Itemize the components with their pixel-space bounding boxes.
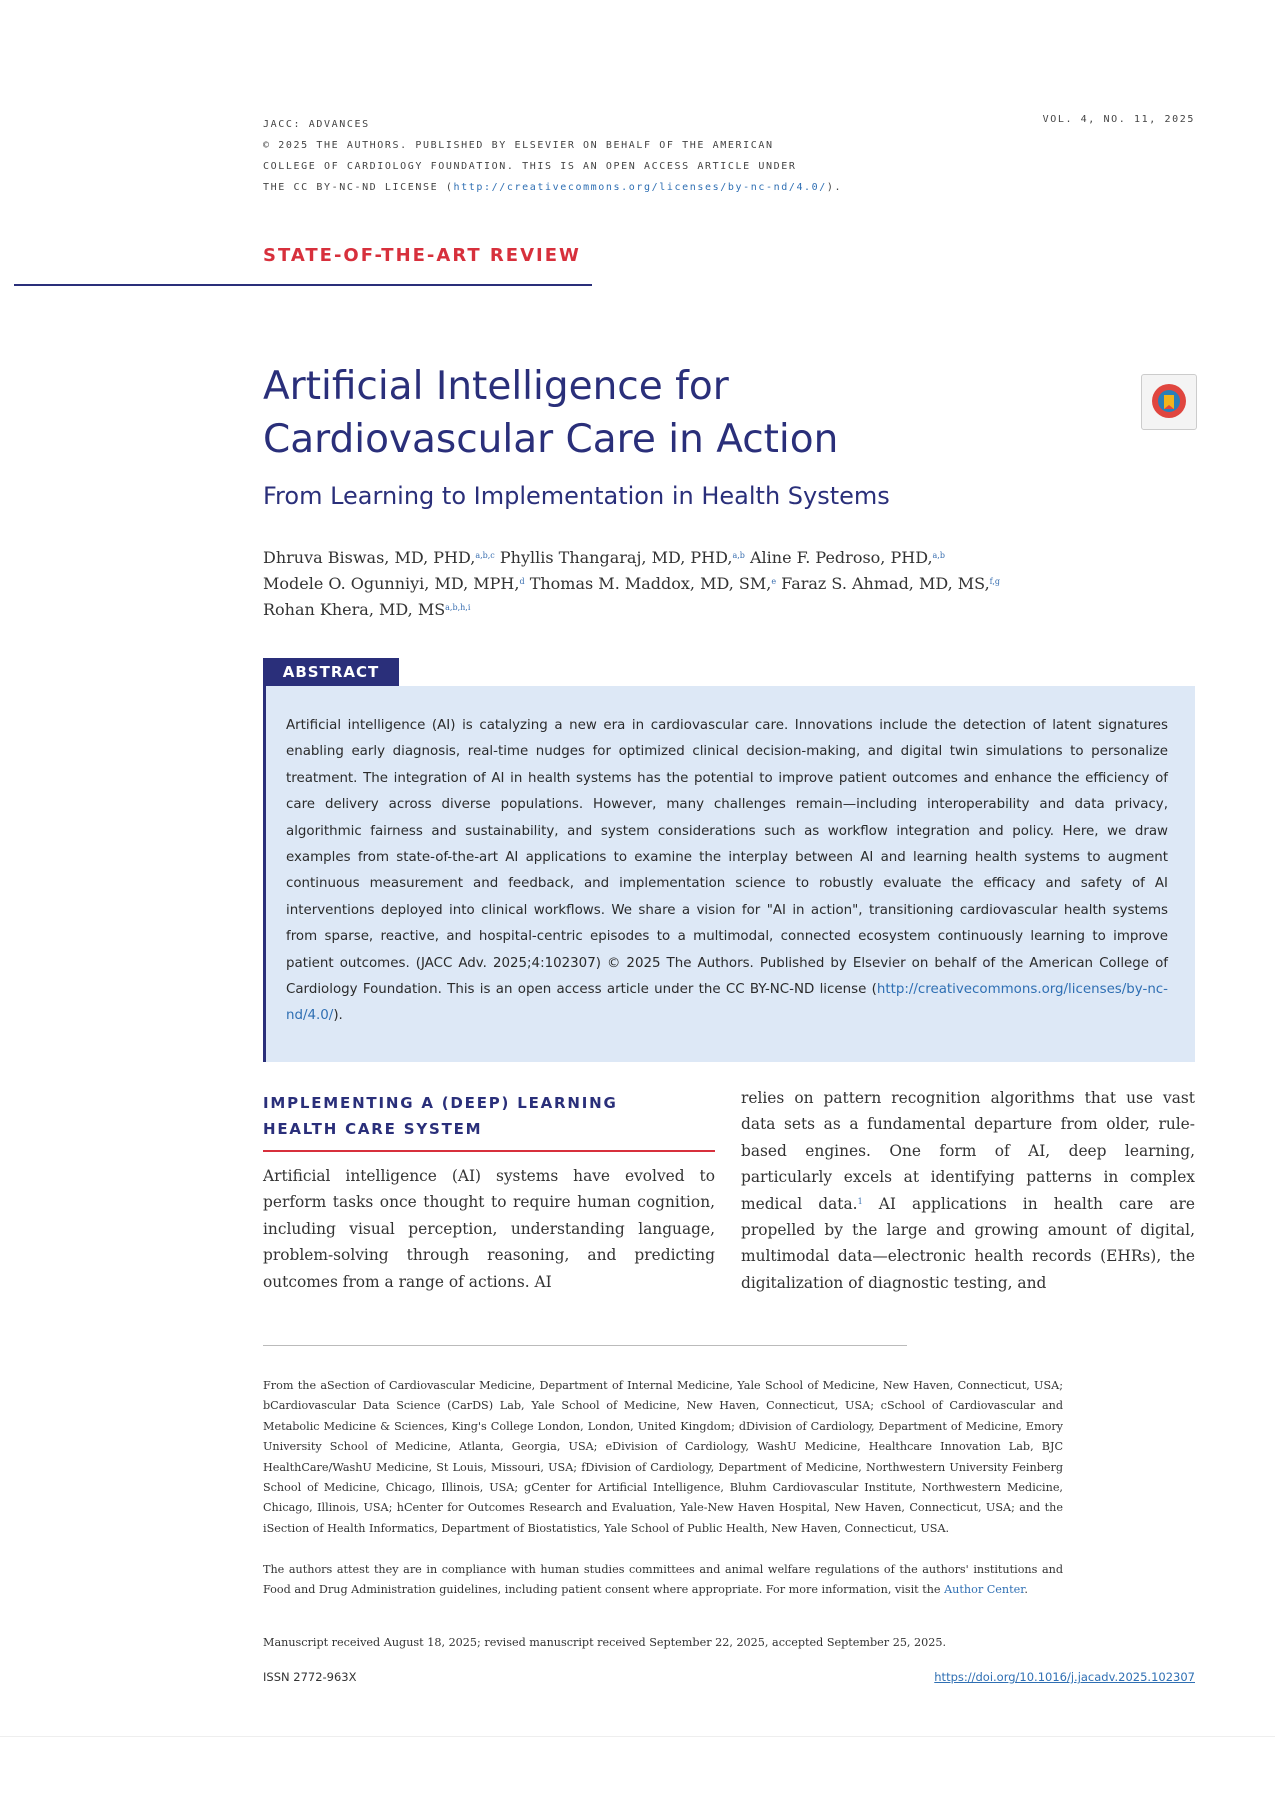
page-bottom-rule (0, 1736, 1275, 1737)
heading-divider (263, 1150, 715, 1152)
journal-header (263, 114, 842, 198)
author-affiliation[interactable]: a,b (732, 551, 745, 560)
author-affiliation[interactable]: a,b (932, 551, 945, 560)
doi-link[interactable]: https://doi.org/10.1016/j.jacadv.2025.102307 (934, 1670, 1195, 1684)
abstract-license-link[interactable]: http://creativecommons.org/licenses/by-nc-nd/4.0/ (286, 982, 1168, 1024)
body-column-right (741, 1085, 1195, 1296)
body-column-left: Artificial intelligence (AI) systems have evolved to perform tasks once thought to require human cognition, including visual perception, understanding language, problem-solving through reasoning, and predicting outcomes from a range of actions. AI (263, 1167, 715, 1291)
volume-info: VOL. 4, NO. 11, 2025 (1042, 114, 1195, 125)
author-name: Phyllis Thangaraj, MD, PHD, (499, 548, 733, 567)
author-name: Aline F. Pedroso, PHD, (749, 548, 933, 567)
section-label: STATE-OF-THE-ART REVIEW (263, 245, 581, 266)
author-name: Rohan Khera, MD, MS (263, 600, 446, 619)
section-heading (263, 1090, 663, 1142)
crossmark-button[interactable] (1141, 374, 1197, 430)
title-line-1: Artificial Intelligence for (263, 364, 729, 409)
issn: ISSN 2772-963X (263, 1670, 357, 1684)
footnote-divider (263, 1345, 907, 1346)
copyright-line-2: COLLEGE OF CARDIOLOGY FOUNDATION. THIS IS AN OPEN ACCESS ARTICLE UNDER (263, 161, 797, 172)
author-name: Faraz S. Ahmad, MD, MS, (781, 574, 990, 593)
section-divider (14, 284, 592, 286)
author-line-1 (263, 545, 1063, 571)
author-affiliation[interactable]: a,b,h,i (445, 603, 471, 612)
body-right-text-a: relies on pattern recognition algorithms that use vast data sets as a fundamental departure from older, rule-based engines. One form of AI, deep learning, particularly excels at identifying patterns in complex medical data. (741, 1089, 1195, 1213)
abstract-end: ). (333, 1008, 343, 1024)
attestation (263, 1560, 1063, 1601)
author-affiliation[interactable]: a,b,c (475, 551, 495, 560)
author-affiliation[interactable]: e (771, 577, 777, 586)
author-name: Modele O. Ogunniyi, MD, MPH, (263, 574, 520, 593)
license-link[interactable]: http://creativecommons.org/licenses/by-nc-nd/4.0/ (453, 182, 827, 193)
attestation-text: The authors attest they are in compliance with human studies committees and animal welfare regulations of the authors' institutions and Food and Drug Administration guidelines, including patient consent where appropriate. For more information, visit the (263, 1563, 1063, 1597)
author-list (263, 545, 1063, 623)
author-line-3 (263, 597, 1063, 623)
section-heading-line-1: IMPLEMENTING A (DEEP) LEARNING (263, 1094, 618, 1112)
abstract-text (286, 713, 1168, 1030)
author-name: Thomas M. Maddox, MD, SM, (529, 574, 772, 593)
abstract-label: ABSTRACT (263, 658, 399, 686)
author-affiliation[interactable]: d (519, 577, 525, 586)
copyright-line-3-suffix: ). (826, 182, 843, 193)
reference-link[interactable]: 1 (857, 1196, 863, 1206)
article-subtitle: From Learning to Implementation in Health Systems (263, 482, 890, 510)
author-affiliation[interactable]: f,g (989, 577, 1000, 586)
journal-name: JACC: ADVANCES (263, 119, 370, 130)
section-heading-line-2: HEALTH CARE SYSTEM (263, 1120, 483, 1138)
body-right-text-b: AI applications in health care are propelled by the large and growing amount of digital, multimodal data—electronic health records (EHRs), the digitalization of diagnostic testing, and (741, 1194, 1195, 1292)
crossmark-icon (1142, 375, 1196, 429)
attestation-end: . (1024, 1583, 1028, 1597)
title-line-2: Cardiovascular Care in Action (263, 417, 839, 462)
manuscript-dates: Manuscript received August 18, 2025; revised manuscript received September 22, 2025, accepted September 25, 2025. (263, 1636, 947, 1649)
article-title (263, 360, 983, 466)
abstract-box (263, 686, 1195, 1062)
copyright-line-3-prefix: THE CC BY-NC-ND LICENSE ( (263, 182, 454, 193)
copyright-line-1: © 2025 THE AUTHORS. PUBLISHED BY ELSEVIER ON BEHALF OF THE AMERICAN (263, 140, 774, 151)
abstract-body: Artificial intelligence (AI) is catalyzing a new era in cardiovascular care. Innovations include the detection of latent signatures enabling early diagnosis, real-time nudges for optimized clinical decision-making, and digital twin simulations to personalize treatment. The integration of AI in health systems has the potential to improve patient outcomes and enhance the efficiency of care delivery across diverse populations. However, many challenges remain—including interoperability and data privacy, algorithmic fairness and sustainability, and system considerations such as workflow integration and policy. Here, we draw examples from state-of-the-art AI applications to examine the interplay between AI and learning health systems to augment continuous measurement and feedback, and implementation science to robustly evaluate the efficacy and safety of AI interventions deployed into clinical workflows. We share a vision for "AI in action", transitioning cardiovascular health systems from sparse, reactive, and hospital-centric episodes to a multimodal, connected ecosystem continuously learning to improve patient outcomes. (JACC Adv. 2025;4:102307) © 2025 The Authors. Published by Elsevier on behalf of the American College of Cardiology Foundation. This is an open access article under the CC BY-NC-ND license ( (286, 718, 1168, 998)
author-line-2 (263, 571, 1063, 597)
affiliations: From the aSection of Cardiovascular Medicine, Department of Internal Medicine, Yale School of Medicine, New Haven, Connecticut, USA; bCardiovascular Data Science (CarDS) Lab, Yale School of Medicine, New Haven, Connecticut, USA; cSchool of Cardiovascular and Metabolic Medicine & Sciences, King's College London, London, United Kingdom; dDivision of Cardiology, Department of Medicine, Emory University School of Medicine, Atlanta, Georgia, USA; eDivision of Cardiology, WashU Medicine, Healthcare Innovation Lab, BJC HealthCare/WashU Medicine, St Louis, Missouri, USA; fDivision of Cardiology, Department of Medicine, Northwestern University Feinberg School of Medicine, Chicago, Illinois, USA; gCenter for Artificial Intelligence, Bluhm Cardiovascular Institute, Northwestern Medicine, Chicago, Illinois, USA; hCenter for Outcomes Research and Evaluation, Yale-New Haven Hospital, New Haven, Connecticut, USA; and the iSection of Health Informatics, Department of Biostatistics, Yale School of Public Health, New Haven, Connecticut, USA. (263, 1379, 1063, 1535)
author-center-link[interactable]: Author Center (944, 1583, 1025, 1597)
copyright-line-3 (263, 177, 842, 198)
author-name: Dhruva Biswas, MD, PHD, (263, 548, 476, 567)
